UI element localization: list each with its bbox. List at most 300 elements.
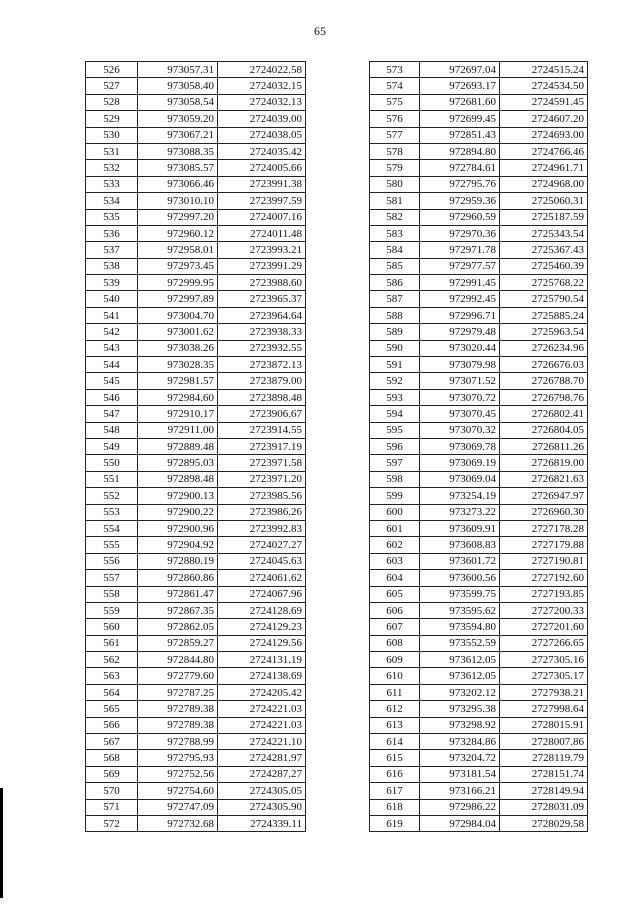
table-row	[370, 127, 588, 143]
y-coordinate-cell: 2725768.22	[500, 275, 588, 291]
point-number-cell: 619	[370, 815, 420, 831]
point-number-cell: 617	[370, 783, 420, 799]
x-coordinate-cell: 972960.12	[138, 225, 218, 241]
table-row	[86, 406, 306, 422]
x-coordinate-cell: 972971.78	[420, 242, 500, 258]
table-row	[86, 209, 306, 225]
table-row	[370, 455, 588, 471]
x-coordinate-cell: 972732.68	[138, 815, 218, 831]
x-coordinate-cell: 973001.62	[138, 324, 218, 340]
x-coordinate-cell: 973010.10	[138, 193, 218, 209]
table-row	[370, 324, 588, 340]
table-row	[86, 734, 306, 750]
y-coordinate-cell: 2728015.91	[500, 717, 588, 733]
table-row	[370, 160, 588, 176]
table-row	[86, 471, 306, 487]
table-row	[370, 242, 588, 258]
point-number-cell: 614	[370, 734, 420, 750]
table-row	[86, 193, 306, 209]
point-number-cell: 542	[86, 324, 138, 340]
table-row	[370, 340, 588, 356]
y-coordinate-cell: 2726821.63	[500, 471, 588, 487]
point-number-cell: 580	[370, 176, 420, 192]
x-coordinate-cell: 973004.70	[138, 307, 218, 323]
table-row	[370, 438, 588, 454]
x-coordinate-cell: 973202.12	[420, 684, 500, 700]
table-row	[86, 815, 306, 831]
x-coordinate-cell: 973298.92	[420, 717, 500, 733]
y-coordinate-cell: 2726804.05	[500, 422, 588, 438]
y-coordinate-cell: 2724281.97	[218, 750, 306, 766]
x-coordinate-cell: 973088.35	[138, 143, 218, 159]
table-row	[86, 94, 306, 110]
x-coordinate-cell: 973070.72	[420, 389, 500, 405]
y-coordinate-cell: 2726676.03	[500, 357, 588, 373]
x-coordinate-cell: 973273.22	[420, 504, 500, 520]
table-row	[370, 766, 588, 782]
point-number-cell: 610	[370, 668, 420, 684]
point-number-cell: 529	[86, 111, 138, 127]
table-row	[370, 291, 588, 307]
x-coordinate-cell: 972862.05	[138, 619, 218, 635]
y-coordinate-cell: 2723986.26	[218, 504, 306, 520]
point-number-cell: 536	[86, 225, 138, 241]
y-coordinate-cell: 2724061.62	[218, 570, 306, 586]
point-number-cell: 582	[370, 209, 420, 225]
point-number-cell: 528	[86, 94, 138, 110]
y-coordinate-cell: 2727200.33	[500, 602, 588, 618]
table-row	[86, 340, 306, 356]
point-number-cell: 577	[370, 127, 420, 143]
table-row	[370, 143, 588, 159]
point-number-cell: 585	[370, 258, 420, 274]
y-coordinate-cell: 2723985.56	[218, 488, 306, 504]
table-row	[86, 62, 306, 78]
x-coordinate-cell: 972784.61	[420, 160, 500, 176]
point-number-cell: 596	[370, 438, 420, 454]
point-number-cell: 615	[370, 750, 420, 766]
table-row	[370, 78, 588, 94]
table-row	[370, 717, 588, 733]
x-coordinate-cell: 972900.96	[138, 520, 218, 536]
point-number-cell: 607	[370, 619, 420, 635]
point-number-cell: 594	[370, 406, 420, 422]
y-coordinate-cell: 2724032.13	[218, 94, 306, 110]
x-coordinate-cell: 973295.38	[420, 701, 500, 717]
point-number-cell: 595	[370, 422, 420, 438]
table-row	[86, 438, 306, 454]
y-coordinate-cell: 2723879.00	[218, 373, 306, 389]
y-coordinate-cell: 2727201.60	[500, 619, 588, 635]
y-coordinate-cell: 2727179.88	[500, 537, 588, 553]
point-number-cell: 533	[86, 176, 138, 192]
y-coordinate-cell: 2727266.65	[500, 635, 588, 651]
y-coordinate-cell: 2724007.16	[218, 209, 306, 225]
y-coordinate-cell: 2723997.59	[218, 193, 306, 209]
x-coordinate-cell: 972693.17	[420, 78, 500, 94]
y-coordinate-cell: 2724287.27	[218, 766, 306, 782]
y-coordinate-cell: 2723932.55	[218, 340, 306, 356]
point-number-cell: 605	[370, 586, 420, 602]
table-body	[370, 62, 588, 832]
y-coordinate-cell: 2727998.64	[500, 701, 588, 717]
y-coordinate-cell: 2723991.29	[218, 258, 306, 274]
table-row	[370, 307, 588, 323]
table-row	[86, 619, 306, 635]
table-row	[370, 750, 588, 766]
x-coordinate-cell: 972910.17	[138, 406, 218, 422]
point-number-cell: 573	[370, 62, 420, 78]
x-coordinate-cell: 972958.01	[138, 242, 218, 258]
point-number-cell: 560	[86, 619, 138, 635]
point-number-cell: 552	[86, 488, 138, 504]
table-row	[86, 455, 306, 471]
table-row	[86, 143, 306, 159]
y-coordinate-cell: 2725885.24	[500, 307, 588, 323]
point-number-cell: 609	[370, 652, 420, 668]
table-row	[86, 602, 306, 618]
table-row	[86, 422, 306, 438]
point-number-cell: 603	[370, 553, 420, 569]
point-number-cell: 579	[370, 160, 420, 176]
x-coordinate-cell: 972889.48	[138, 438, 218, 454]
point-number-cell: 566	[86, 717, 138, 733]
table-row	[86, 176, 306, 192]
point-number-cell: 587	[370, 291, 420, 307]
x-coordinate-cell: 973600.56	[420, 570, 500, 586]
x-coordinate-cell: 973085.57	[138, 160, 218, 176]
x-coordinate-cell: 973595.62	[420, 602, 500, 618]
point-number-cell: 618	[370, 799, 420, 815]
y-coordinate-cell: 2724032.15	[218, 78, 306, 94]
table-row	[370, 62, 588, 78]
table-body	[86, 62, 306, 832]
table-row	[86, 717, 306, 733]
point-number-cell: 569	[86, 766, 138, 782]
point-number-cell: 568	[86, 750, 138, 766]
x-coordinate-cell: 973066.46	[138, 176, 218, 192]
y-coordinate-cell: 2724205.42	[218, 684, 306, 700]
x-coordinate-cell: 972861.47	[138, 586, 218, 602]
table-row	[370, 471, 588, 487]
y-coordinate-cell: 2728007.86	[500, 734, 588, 750]
x-coordinate-cell: 972997.20	[138, 209, 218, 225]
table-row	[86, 291, 306, 307]
x-coordinate-cell: 973069.19	[420, 455, 500, 471]
x-coordinate-cell: 973204.72	[420, 750, 500, 766]
table-row	[370, 602, 588, 618]
x-coordinate-cell: 972900.13	[138, 488, 218, 504]
point-number-cell: 604	[370, 570, 420, 586]
point-number-cell: 545	[86, 373, 138, 389]
y-coordinate-cell: 2724039.00	[218, 111, 306, 127]
point-number-cell: 613	[370, 717, 420, 733]
table-row	[86, 357, 306, 373]
point-number-cell: 561	[86, 635, 138, 651]
y-coordinate-cell: 2723914.55	[218, 422, 306, 438]
y-coordinate-cell: 2728031.09	[500, 799, 588, 815]
table-row	[370, 111, 588, 127]
table-row	[370, 422, 588, 438]
table-row	[86, 373, 306, 389]
table-row	[370, 537, 588, 553]
table-row	[86, 160, 306, 176]
x-coordinate-cell: 973058.40	[138, 78, 218, 94]
y-coordinate-cell: 2724038.05	[218, 127, 306, 143]
point-number-cell: 559	[86, 602, 138, 618]
table-row	[86, 553, 306, 569]
y-coordinate-cell: 2727305.17	[500, 668, 588, 684]
x-coordinate-cell: 973284.86	[420, 734, 500, 750]
point-number-cell: 553	[86, 504, 138, 520]
table-row	[370, 94, 588, 110]
table-row	[370, 684, 588, 700]
y-coordinate-cell: 2726811.26	[500, 438, 588, 454]
y-coordinate-cell: 2724534.50	[500, 78, 588, 94]
x-coordinate-cell: 972997.89	[138, 291, 218, 307]
table-row	[86, 504, 306, 520]
x-coordinate-cell: 972859.27	[138, 635, 218, 651]
x-coordinate-cell: 972986.22	[420, 799, 500, 815]
x-coordinate-cell: 972911.00	[138, 422, 218, 438]
y-coordinate-cell: 2724766.46	[500, 143, 588, 159]
x-coordinate-cell: 972867.35	[138, 602, 218, 618]
point-number-cell: 611	[370, 684, 420, 700]
y-coordinate-cell: 2723991.38	[218, 176, 306, 192]
x-coordinate-cell: 973079.98	[420, 357, 500, 373]
y-coordinate-cell: 2725790.54	[500, 291, 588, 307]
point-number-cell: 562	[86, 652, 138, 668]
point-number-cell: 576	[370, 111, 420, 127]
point-number-cell: 541	[86, 307, 138, 323]
x-coordinate-cell: 972699.45	[420, 111, 500, 127]
y-coordinate-cell: 2723971.58	[218, 455, 306, 471]
table-row	[86, 652, 306, 668]
y-coordinate-cell: 2724011.48	[218, 225, 306, 241]
x-coordinate-cell: 973608.83	[420, 537, 500, 553]
y-coordinate-cell: 2724305.05	[218, 783, 306, 799]
table-row	[370, 701, 588, 717]
point-number-cell: 546	[86, 389, 138, 405]
y-coordinate-cell: 2723938.33	[218, 324, 306, 340]
x-coordinate-cell: 972977.57	[420, 258, 500, 274]
point-number-cell: 599	[370, 488, 420, 504]
table-row	[86, 586, 306, 602]
point-number-cell: 606	[370, 602, 420, 618]
y-coordinate-cell: 2724022.58	[218, 62, 306, 78]
x-coordinate-cell: 972984.60	[138, 389, 218, 405]
y-coordinate-cell: 2724693.00	[500, 127, 588, 143]
y-coordinate-cell: 2728149.94	[500, 783, 588, 799]
y-coordinate-cell: 2724221.03	[218, 717, 306, 733]
y-coordinate-cell: 2724129.23	[218, 619, 306, 635]
y-coordinate-cell: 2726234.96	[500, 340, 588, 356]
y-coordinate-cell: 2723917.19	[218, 438, 306, 454]
point-number-cell: 575	[370, 94, 420, 110]
y-coordinate-cell: 2728119.79	[500, 750, 588, 766]
y-coordinate-cell: 2723898.48	[218, 389, 306, 405]
x-coordinate-cell: 972904.92	[138, 537, 218, 553]
y-coordinate-cell: 2724968.00	[500, 176, 588, 192]
point-number-cell: 597	[370, 455, 420, 471]
point-number-cell: 590	[370, 340, 420, 356]
x-coordinate-cell: 973552.59	[420, 635, 500, 651]
table-row	[86, 78, 306, 94]
point-number-cell: 588	[370, 307, 420, 323]
table-row	[370, 193, 588, 209]
x-coordinate-cell: 972981.57	[138, 373, 218, 389]
table-row	[86, 520, 306, 536]
y-coordinate-cell: 2723906.67	[218, 406, 306, 422]
x-coordinate-cell: 973058.54	[138, 94, 218, 110]
point-number-cell: 593	[370, 389, 420, 405]
table-row	[370, 176, 588, 192]
x-coordinate-cell: 972970.36	[420, 225, 500, 241]
table-row	[86, 750, 306, 766]
table-row	[370, 586, 588, 602]
point-number-cell: 532	[86, 160, 138, 176]
x-coordinate-cell: 972779.60	[138, 668, 218, 684]
x-coordinate-cell: 972973.45	[138, 258, 218, 274]
x-coordinate-cell: 973254.19	[420, 488, 500, 504]
point-number-cell: 601	[370, 520, 420, 536]
table-row	[370, 504, 588, 520]
point-number-cell: 591	[370, 357, 420, 373]
point-number-cell: 549	[86, 438, 138, 454]
table-row	[86, 389, 306, 405]
x-coordinate-cell: 972991.45	[420, 275, 500, 291]
x-coordinate-cell: 973067.21	[138, 127, 218, 143]
table-row	[86, 635, 306, 651]
y-coordinate-cell: 2727190.81	[500, 553, 588, 569]
y-coordinate-cell: 2724591.45	[500, 94, 588, 110]
x-coordinate-cell: 972860.86	[138, 570, 218, 586]
point-number-cell: 565	[86, 701, 138, 717]
point-number-cell: 538	[86, 258, 138, 274]
x-coordinate-cell: 972789.38	[138, 701, 218, 717]
x-coordinate-cell: 972681.60	[420, 94, 500, 110]
y-coordinate-cell: 2726819.00	[500, 455, 588, 471]
table-row	[370, 635, 588, 651]
scan-edge-mark	[0, 788, 3, 898]
y-coordinate-cell: 2724305.90	[218, 799, 306, 815]
x-coordinate-cell: 973069.04	[420, 471, 500, 487]
y-coordinate-cell: 2724339.11	[218, 815, 306, 831]
y-coordinate-cell: 2724005.66	[218, 160, 306, 176]
x-coordinate-cell: 973599.75	[420, 586, 500, 602]
point-number-cell: 527	[86, 78, 138, 94]
y-coordinate-cell: 2726960.30	[500, 504, 588, 520]
table-row	[370, 553, 588, 569]
x-coordinate-cell: 972894.80	[420, 143, 500, 159]
x-coordinate-cell: 973594.80	[420, 619, 500, 635]
point-number-cell: 584	[370, 242, 420, 258]
table-row	[86, 258, 306, 274]
table-row	[370, 406, 588, 422]
table-row	[370, 668, 588, 684]
x-coordinate-cell: 972895.03	[138, 455, 218, 471]
table-row	[370, 357, 588, 373]
table-row	[86, 570, 306, 586]
y-coordinate-cell: 2723993.21	[218, 242, 306, 258]
table-row	[86, 225, 306, 241]
y-coordinate-cell: 2724221.10	[218, 734, 306, 750]
x-coordinate-cell: 973609.91	[420, 520, 500, 536]
point-number-cell: 557	[86, 570, 138, 586]
y-coordinate-cell: 2727305.16	[500, 652, 588, 668]
table-row	[86, 799, 306, 815]
table-row	[86, 766, 306, 782]
table-row	[370, 815, 588, 831]
point-number-cell: 570	[86, 783, 138, 799]
table-row	[370, 619, 588, 635]
table-row	[86, 701, 306, 717]
table-row	[370, 570, 588, 586]
point-number-cell: 539	[86, 275, 138, 291]
table-row	[370, 488, 588, 504]
table-row	[86, 537, 306, 553]
x-coordinate-cell: 973166.21	[420, 783, 500, 799]
table-row	[86, 127, 306, 143]
point-number-cell: 547	[86, 406, 138, 422]
x-coordinate-cell: 972898.48	[138, 471, 218, 487]
y-coordinate-cell: 2724961.71	[500, 160, 588, 176]
x-coordinate-cell: 973601.72	[420, 553, 500, 569]
y-coordinate-cell: 2727192.60	[500, 570, 588, 586]
table-row	[86, 783, 306, 799]
x-coordinate-cell: 972996.71	[420, 307, 500, 323]
point-number-cell: 556	[86, 553, 138, 569]
x-coordinate-cell: 972960.59	[420, 209, 500, 225]
point-number-cell: 550	[86, 455, 138, 471]
x-coordinate-cell: 972900.22	[138, 504, 218, 520]
y-coordinate-cell: 2726798.76	[500, 389, 588, 405]
y-coordinate-cell: 2723988.60	[218, 275, 306, 291]
x-coordinate-cell: 973181.54	[420, 766, 500, 782]
table-row	[370, 799, 588, 815]
point-number-cell: 600	[370, 504, 420, 520]
table-row	[370, 734, 588, 750]
x-coordinate-cell: 972999.95	[138, 275, 218, 291]
y-coordinate-cell: 2724138.69	[218, 668, 306, 684]
y-coordinate-cell: 2723992.83	[218, 520, 306, 536]
x-coordinate-cell: 972754.60	[138, 783, 218, 799]
point-number-cell: 564	[86, 684, 138, 700]
point-number-cell: 555	[86, 537, 138, 553]
x-coordinate-cell: 972789.38	[138, 717, 218, 733]
y-coordinate-cell: 2725460.39	[500, 258, 588, 274]
y-coordinate-cell: 2724035.42	[218, 143, 306, 159]
point-number-cell: 544	[86, 357, 138, 373]
table-row	[86, 242, 306, 258]
x-coordinate-cell: 972880.19	[138, 553, 218, 569]
point-number-cell: 583	[370, 225, 420, 241]
x-coordinate-cell: 972851.43	[420, 127, 500, 143]
y-coordinate-cell: 2724515.24	[500, 62, 588, 78]
table-row	[370, 275, 588, 291]
point-number-cell: 578	[370, 143, 420, 159]
point-number-cell: 589	[370, 324, 420, 340]
x-coordinate-cell: 973071.52	[420, 373, 500, 389]
point-number-cell: 534	[86, 193, 138, 209]
x-coordinate-cell: 973028.35	[138, 357, 218, 373]
point-number-cell: 535	[86, 209, 138, 225]
table-row	[370, 783, 588, 799]
point-number-cell: 571	[86, 799, 138, 815]
point-number-cell: 602	[370, 537, 420, 553]
x-coordinate-cell: 972795.76	[420, 176, 500, 192]
point-number-cell: 567	[86, 734, 138, 750]
